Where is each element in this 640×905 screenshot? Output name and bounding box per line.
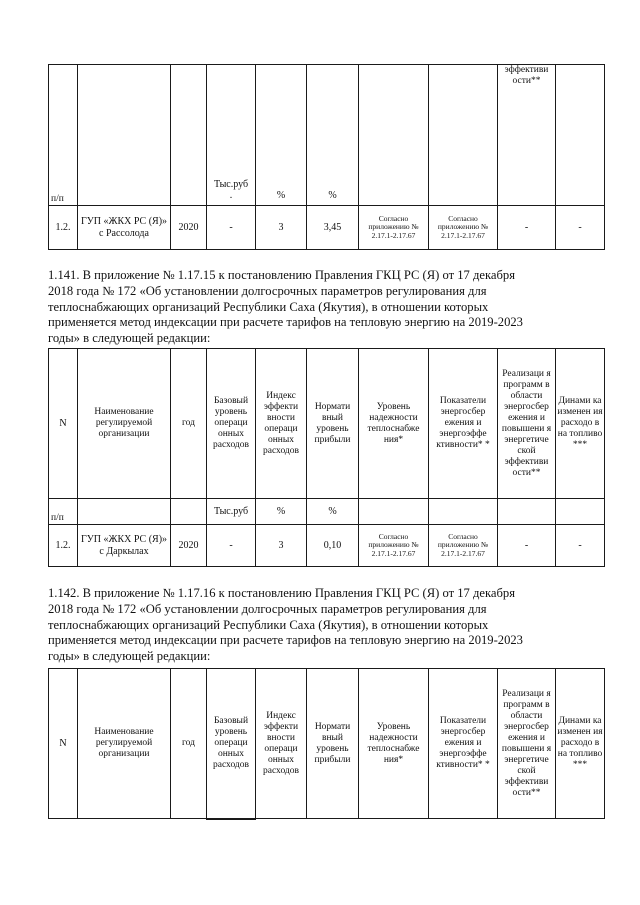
index-value: 3 [256, 206, 307, 250]
n-header: N [49, 349, 78, 499]
paragraph-line: применяется метод индексации при расчете тарифов на тепловую энергию на 2019-2023 [48, 315, 523, 330]
table-header-row [49, 349, 605, 499]
energy-header: Показатели энергосбер ежения и энергоэффе ктивности* * [429, 349, 498, 499]
profit-unit-cell: % [307, 65, 359, 206]
paragraph-line: 1.142. В приложение № 1.17.16 к постановлению Правления ГКЦ РС (Я) от 17 декабря [48, 586, 516, 600]
org-header: Наименование регулируемой организации [78, 669, 171, 819]
dynamics-header-cell [556, 65, 605, 206]
unit-cell [171, 499, 207, 525]
realization-value: - [498, 206, 556, 250]
unit-cell [78, 499, 171, 525]
org-name: ГУП «ЖКХ РС (Я)» с Даркылах [78, 525, 171, 567]
dynamics-header: Динами ка изменен ия расходо в на топливо *** [556, 669, 605, 819]
paragraph-1-141 [48, 268, 608, 347]
table-header-row [49, 669, 605, 819]
index-header: Индекс эффекти вности операци онных расходов [256, 349, 307, 499]
realization-header-tail: эффективи ости** [504, 65, 549, 86]
table-1 [48, 64, 605, 250]
table-unit-row [49, 499, 605, 525]
year-header: год [171, 669, 207, 819]
base-unit-cell [207, 65, 256, 206]
unit-cell [359, 499, 429, 525]
table-2 [48, 348, 605, 567]
paragraph-line: 2018 года № 172 «Об установлении долгосрочных параметров регулирования для [48, 601, 487, 616]
index-unit-cell: % [256, 499, 307, 525]
year-header: год [171, 349, 207, 499]
base-value: - [207, 206, 256, 250]
reliability-value: Согласно приложению № 2.17.1-2.17.67 [359, 206, 429, 250]
year: 2020 [171, 206, 207, 250]
base-value: - [207, 525, 256, 567]
energy-value: Согласно приложению № 2.17.1-2.17.67 [429, 525, 498, 567]
base-unit-text: Тыс.руб . [213, 179, 249, 201]
realization-header: Реализаци я программ в области энергосбер ежения и повышени я энергетиче ской эффективи ости** [498, 349, 556, 499]
table-header-row [49, 65, 605, 206]
profit-value: 3,45 [307, 206, 359, 250]
index-value: 3 [256, 525, 307, 567]
dynamics-value: - [556, 525, 605, 567]
energy-header-cell [429, 65, 498, 206]
paragraph-line: применяется метод индексации при расчете тарифов на тепловую энергию на 2019-2023 [48, 633, 523, 648]
dynamics-value: - [556, 206, 605, 250]
paragraph-line: теплоснабжающих организаций Республики Саха (Якутия), в отношении которых [48, 299, 489, 314]
year: 2020 [171, 525, 207, 567]
reliability-value: Согласно приложению № 2.17.1-2.17.67 [359, 525, 429, 567]
table-row [49, 206, 605, 250]
profit-unit-cell: % [307, 499, 359, 525]
reliability-header: Уровень надежности теплоснабже ния* [359, 669, 429, 819]
year-header-cell [171, 65, 207, 206]
profit-header: Нормати вный уровень прибыли [307, 669, 359, 819]
pp-cell: п/п [49, 65, 78, 206]
paragraph-line: 1.141. В приложение № 1.17.15 к постановлению Правления ГКЦ РС (Я) от 17 декабря [48, 268, 516, 282]
realization-header-cell [498, 65, 556, 206]
paragraph-line: теплоснабжающих организаций Республики Саха (Якутия), в отношении которых [48, 617, 489, 632]
paragraph-line: годы» в следующей редакции: [48, 649, 211, 664]
n-header: N [49, 669, 78, 819]
table-3 [48, 668, 605, 820]
realization-value: - [498, 525, 556, 567]
paragraph-line: 2018 года № 172 «Об установлении долгосрочных параметров регулирования для [48, 283, 487, 298]
paragraph-1-142 [48, 586, 608, 665]
paragraph-line: годы» в следующей редакции: [48, 331, 211, 346]
dynamics-header: Динами ка изменен ия расходо в на топливо *** [556, 349, 605, 499]
unit-cell [498, 499, 556, 525]
reliability-header: Уровень надежности теплоснабже ния* [359, 349, 429, 499]
table-row [49, 525, 605, 567]
profit-value: 0,10 [307, 525, 359, 567]
energy-header: Показатели энергосбер ежения и энергоэффе ктивности* * [429, 669, 498, 819]
unit-cell [429, 499, 498, 525]
energy-value: Согласно приложению № 2.17.1-2.17.67 [429, 206, 498, 250]
index-unit-cell: % [256, 65, 307, 206]
index-header: Индекс эффекти вности операци онных расходов [256, 669, 307, 819]
pp-cell: п/п [49, 499, 78, 525]
profit-header: Нормати вный уровень прибыли [307, 349, 359, 499]
reliability-header-cell [359, 65, 429, 206]
realization-header: Реализаци я программ в области энергосбер ежения и повышени я энергетиче ской эффективи ости** [498, 669, 556, 819]
org-header: Наименование регулируемой организации [78, 349, 171, 499]
unit-cell [556, 499, 605, 525]
base-header: Базовый уровень операци онных расходов [207, 349, 256, 499]
base-unit-cell: Тыс.руб [207, 499, 256, 525]
row-number: 1.2. [49, 206, 78, 250]
org-name: ГУП «ЖКХ РС (Я)» с Рассолода [78, 206, 171, 250]
base-header: Базовый уровень операци онных расходов [207, 669, 256, 819]
row-number: 1.2. [49, 525, 78, 567]
org-header-cell [78, 65, 171, 206]
